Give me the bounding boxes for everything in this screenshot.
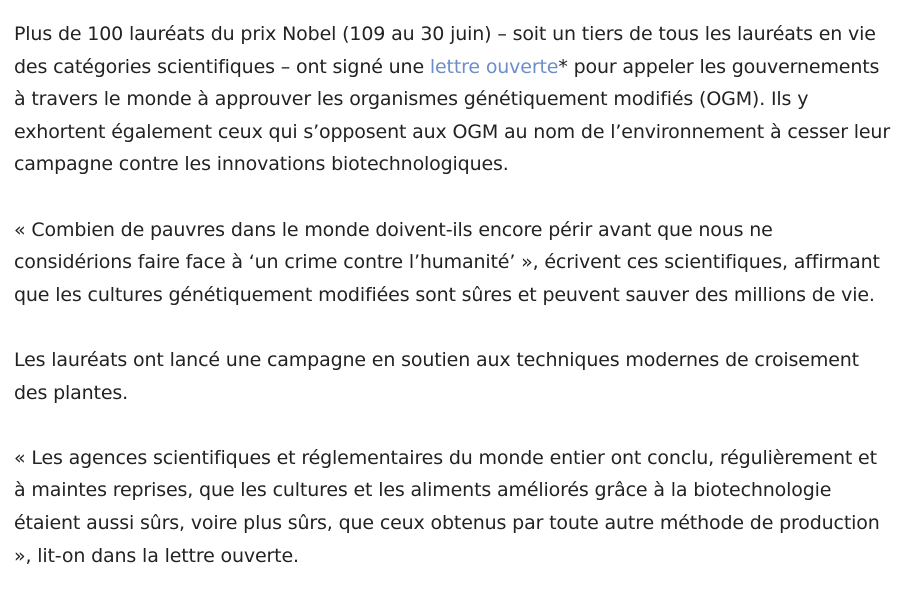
paragraph-campaign: Les lauréats ont lancé une campagne en soutien aux techniques modernes de croisement des plantes. <box>14 348 859 404</box>
article-body <box>14 18 892 572</box>
open-letter-link[interactable]: lettre ouverte <box>429 55 559 78</box>
paragraph-quote-humanity: « Combien de pauvres dans le monde doivent-ils encore périr avant que nous ne considérions faire face à ‘un crime contre l’humanité’ », écrivent ces scientifiques, affirmant que les cultures génétiquement modifiées sont sûres et peuvent sauver des millions de vie. <box>14 218 880 306</box>
paragraph-intro <box>14 18 892 181</box>
paragraph-intro-text-end: * pour appeler les gouvernements à travers le monde à approuver les organismes génétiquement modifiés (OGM). Ils y exhortent également ceux qui s’opposent aux OGM au nom de l’environnement à cesser leur campagne contre les innovations biotechnologiques. <box>14 55 890 176</box>
paragraph-quote-agencies: « Les agences scientifiques et réglementaires du monde entier ont conclu, régulièrement et à maintes reprises, que les cultures et les aliments améliorés grâce à la biotechnologie étaient aussi sûrs, voire plus sûrs, que ceux obtenus par toute autre méthode de production », lit-on dans la lettre ouverte. <box>14 446 880 567</box>
paragraph-intro-text-start: Plus de 100 lauréats du prix Nobel (109 au 30 juin) – soit un tiers de tous les lauréats en vie des catégories scientifiques – ont signé une <box>14 23 876 78</box>
